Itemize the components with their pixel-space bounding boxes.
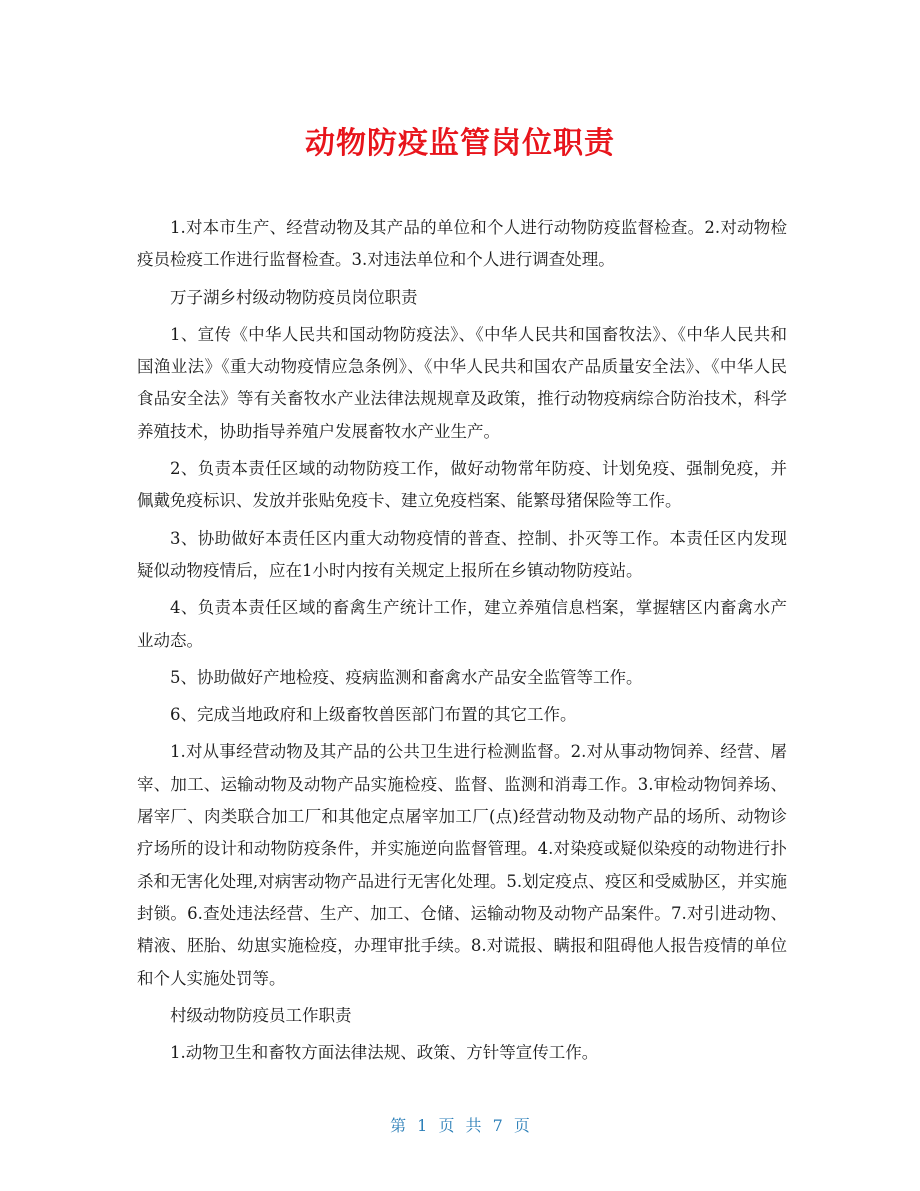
paragraph: 3、协助做好本责任区内重大动物疫情的普查、控制、扑灭等工作。本责任区内发现疑似动物疫情后，应在1小时内按有关规定上报所在乡镇动物防疫站。 — [137, 528, 787, 580]
section-heading: 万子湖乡村级动物防疫员岗位职责 — [170, 287, 418, 307]
section-heading: 村级动物防疫员工作职责 — [170, 1005, 352, 1025]
paragraph: 1.对从事经营动物及其产品的公共卫生进行检测监督。2.对从事动物饲养、经营、屠宰、加工、运输动物及动物产品实施检疫、监督、监测和消毒工作。3.审检动物饲养场、屠宰厂、肉类联合加工厂和其他定点屠宰加工厂(点)经营动物及动物产品的场所、动物诊疗场所的设计和动物防疫条件，并实施逆向监督管理。4.对染疫或疑似染疫的动物进行扑杀和无害化处理,对病害动物产品进行无害化处理。5.划定疫点、疫区和受威胁区，并实施封锁。6.查处违法经营、生产、加工、仓储、运输动物及动物产品案件。7.对引进动物、精液、胚胎、幼崽实施检疫，办理审批手续。8.对谎报、瞒报和阻碍他人报告疫情的单位和个人实施处罚等。 — [137, 742, 787, 988]
paragraph: 6、完成当地政府和上级畜牧兽医部门布置的其它工作。 — [170, 705, 577, 725]
paragraph: 1.动物卫生和畜牧方面法律法规、政策、方针等宣传工作。 — [170, 1043, 599, 1063]
paragraph: 4、负责本责任区域的畜禽生产统计工作，建立养殖信息档案，掌握辖区内畜禽水产业动态。 — [137, 598, 787, 650]
document-body — [137, 212, 787, 1074]
page-number-footer: 第 1 页 共 7 页 — [390, 1116, 530, 1135]
paragraph: 2、负责本责任区域的动物防疫工作，做好动物常年防疫、计划免疫、强制免疫，并佩戴免疫标识、发放并张贴免疫卡、建立免疫档案、能繁母猪保险等工作。 — [137, 459, 787, 511]
paragraph: 5、协助做好产地检疫、疫病监测和畜禽水产品安全监管等工作。 — [170, 667, 643, 687]
paragraph: 1.对本市生产、经营动物及其产品的单位和个人进行动物防疫监督检查。2.对动物检疫员检疫工作进行监督检查。3.对违法单位和个人进行调查处理。 — [137, 218, 787, 270]
page-title: 动物防疫监管岗位职责 — [305, 126, 615, 161]
paragraph: 1、宣传《中华人民共和国动物防疫法》、《中华人民共和国畜牧法》、《中华人民共和国渔业法》《重大动物疫情应急条例》、《中华人民共和国农产品质量安全法》、《中华人民食品安全法》等有关畜牧水产业法律法规规章及政策，推行动物疫病综合防治技术，科学养殖技术，协助指导养殖户发展畜牧水产业生产。 — [137, 324, 787, 441]
